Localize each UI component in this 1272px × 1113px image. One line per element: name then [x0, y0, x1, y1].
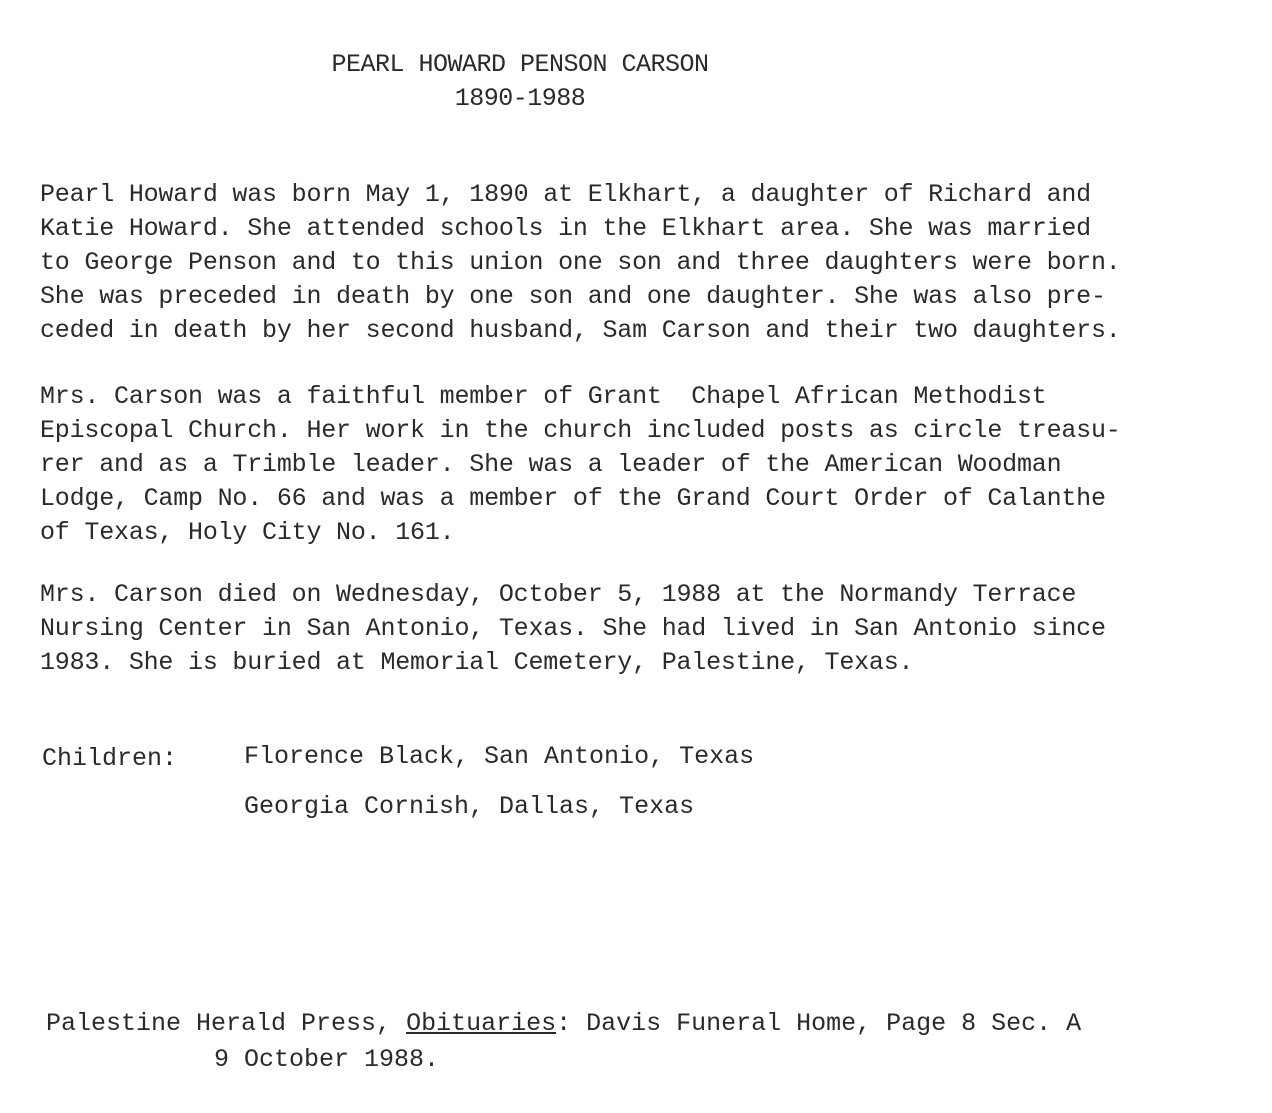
source-underlined-title: Obituaries — [406, 1009, 557, 1038]
paragraph-biography — [40, 178, 1255, 348]
child-entry: Florence Black, San Antonio, Texas — [244, 742, 755, 771]
child-entry: Georgia Cornish, Dallas, Texas — [244, 792, 695, 821]
text-line: Nursing Center in San Antonio, Texas. She had lived in San Antonio since — [40, 614, 1106, 643]
source-citation — [46, 1006, 1081, 1078]
text-line: Episcopal Church. Her work in the church included posts as circle treasu- — [40, 416, 1121, 445]
paragraph-death — [40, 578, 1255, 680]
text-line: Mrs. Carson was a faithful member of Grant Chapel African Methodist — [40, 382, 1047, 411]
source-suffix: : Davis Funeral Home, Page 8 Sec. A — [556, 1009, 1082, 1038]
source-date: 9 October 1988. — [214, 1045, 440, 1074]
text-line: She was preceded in death by one son and one daughter. She was also pre- — [40, 282, 1106, 311]
obituary-name-title: PEARL HOWARD PENSON CARSON — [331, 50, 709, 79]
text-line: of Texas, Holy City No. 161. — [40, 518, 455, 547]
text-line: ceded in death by her second husband, Sam Carson and their two daughters. — [40, 316, 1121, 345]
text-line: 1983. She is buried at Memorial Cemetery, Palestine, Texas. — [40, 648, 914, 677]
text-line: rer and as a Trimble leader. She was a leader of the American Woodman — [40, 450, 1062, 479]
text-line: Katie Howard. She attended schools in the Elkhart area. She was married — [40, 214, 1091, 243]
text-line: Pearl Howard was born May 1, 1890 at Elkhart, a daughter of Richard and — [40, 180, 1091, 209]
paragraph-church — [40, 380, 1255, 550]
source-prefix: Palestine Herald Press, — [46, 1009, 407, 1038]
text-line: Lodge, Camp No. 66 and was a member of the Grand Court Order of Calanthe — [40, 484, 1106, 513]
text-line: to George Penson and to this union one son and three daughters were born. — [40, 248, 1121, 277]
obituary-years: 1890-1988 — [454, 84, 586, 113]
children-label: Children: — [42, 744, 178, 773]
text-line: Mrs. Carson died on Wednesday, October 5, 1988 at the Normandy Terrace — [40, 580, 1077, 609]
